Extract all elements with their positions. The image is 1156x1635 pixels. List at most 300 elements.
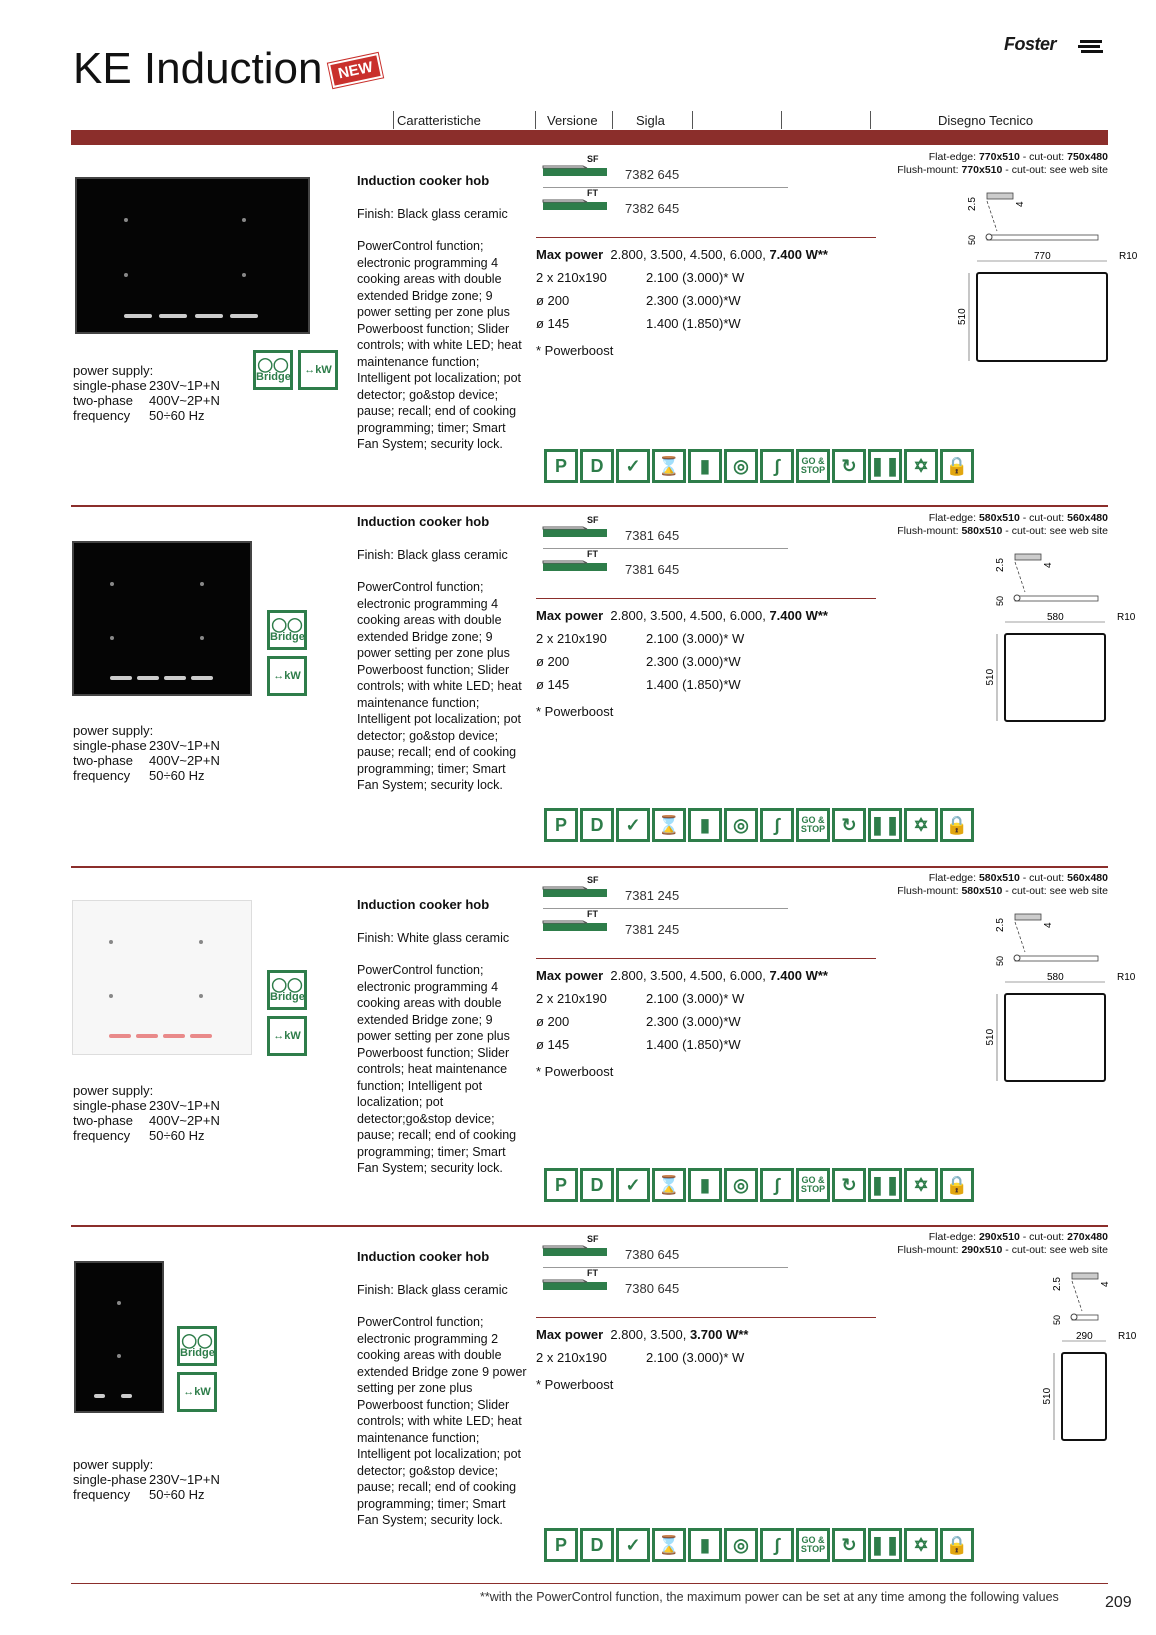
width-label: 580	[1047, 612, 1064, 623]
fan-icon: ✡	[904, 808, 938, 842]
zone-marker	[109, 994, 113, 998]
bridge-label: Bridge	[270, 991, 305, 1003]
zone-size: ø 145	[536, 1037, 570, 1052]
hob-photo	[74, 1261, 164, 1413]
max-power-row	[536, 1323, 876, 1346]
product-description	[357, 173, 527, 453]
zone-spec-row	[536, 1033, 876, 1056]
supply-value: 230V~1P+N	[149, 378, 220, 393]
boost-note: * Powerboost	[536, 343, 614, 358]
column-header	[0, 109, 1156, 131]
zone-size: 2 x 210x190	[536, 1350, 607, 1365]
zone-marker	[110, 636, 114, 640]
lock-icon: 🔒	[940, 1528, 974, 1562]
bridge-rings-icon: ◯◯	[257, 356, 289, 372]
supply-row	[73, 363, 220, 378]
version-tag: SF	[587, 154, 599, 164]
supply-row	[73, 1457, 220, 1472]
zone-spec-row	[536, 673, 876, 696]
zone-size: 2 x 210x190	[536, 991, 607, 1006]
flat-edge-size: 580x510	[978, 872, 1020, 884]
zone-marker	[199, 994, 203, 998]
technical-drawing	[975, 544, 1136, 744]
supply-row	[73, 1113, 220, 1128]
power-specs	[536, 964, 876, 1083]
version-code: 7381 245	[625, 888, 680, 903]
feature-icon-bar	[544, 1168, 984, 1202]
power-supply	[73, 723, 220, 783]
bridge-label: Bridge	[256, 371, 291, 383]
col-code: Sigla	[636, 113, 665, 128]
supply-row	[73, 1472, 220, 1487]
bridge-badge	[267, 970, 307, 1010]
depth-label: 50	[967, 234, 977, 245]
power-supply	[73, 363, 220, 423]
version-tag: SF	[587, 515, 599, 525]
zone-power: 2.300 (3.000)*W	[646, 654, 741, 669]
pause-icon: ❚❚	[868, 449, 902, 483]
pot-detect-icon: ◎	[724, 449, 758, 483]
supply-label: single-phase	[73, 738, 147, 753]
pot-detect-icon: ◎	[724, 1168, 758, 1202]
flush-mount-profile-icon	[543, 917, 607, 931]
page-number: 209	[1105, 1594, 1132, 1611]
thickness-b: 4	[1100, 1281, 1111, 1287]
supply-row	[73, 768, 220, 783]
slider-control	[195, 314, 223, 318]
zone-power: 1.400 (1.850)*W	[646, 316, 741, 331]
flat-edge-cutout: 270x480	[1067, 1231, 1108, 1243]
max-power-values: 2.800, 3.500, 4.500, 6.000,	[610, 608, 770, 623]
supply-row	[73, 723, 220, 738]
version-code: 7380 645	[625, 1281, 680, 1296]
max-power-values: 2.800, 3.500,	[610, 1327, 690, 1342]
version-tag: FT	[587, 909, 598, 919]
supply-label: power supply:	[73, 1083, 154, 1098]
flush-mount-size: 770x510	[961, 164, 1003, 176]
version-code: 7381 645	[625, 528, 680, 543]
flat-edge-profile-icon	[543, 1242, 607, 1256]
d-icon: D	[580, 808, 614, 842]
zone-spec-row	[536, 266, 876, 289]
flat-edge-profile-icon	[543, 523, 607, 537]
slider-control	[190, 1034, 212, 1038]
col-features: Caratteristiche	[397, 113, 481, 128]
brand-mark-icon	[1078, 39, 1104, 53]
flat-edge-size: 580x510	[978, 512, 1020, 524]
product-description	[357, 514, 527, 794]
supply-value: 230V~1P+N	[149, 1472, 220, 1487]
product-description	[357, 897, 527, 1177]
dimensions: Flat-edge: 770x510 - cut-out: 750x480 Flush-mount: 770x510 - cut-out: see web site	[897, 151, 1108, 176]
radius-label: R10	[1118, 1331, 1137, 1342]
supply-value: 230V~1P+N	[149, 738, 220, 753]
feature-icon-bar	[544, 808, 984, 842]
fan-icon: ✡	[904, 1528, 938, 1562]
slider-control	[164, 676, 186, 680]
zone-marker	[242, 218, 246, 222]
flat-edge-cutout: 560x480	[1067, 872, 1108, 884]
kw-label: kW	[315, 364, 332, 376]
hourglass-icon: ⌛	[652, 1168, 686, 1202]
technical-drawing	[975, 904, 1136, 1104]
check-clock-icon: ✓	[616, 1168, 650, 1202]
dimensions: Flat-edge: 580x510 - cut-out: 560x480 Flush-mount: 580x510 - cut-out: see web site	[897, 512, 1108, 537]
dimensions: Flat-edge: 580x510 - cut-out: 560x480 Flush-mount: 580x510 - cut-out: see web site	[897, 872, 1108, 897]
dimensions: Flat-edge: 290x510 - cut-out: 270x480 Flush-mount: 290x510 - cut-out: see web site	[897, 1231, 1108, 1256]
kw-label: kW	[284, 670, 301, 682]
slider-control	[110, 676, 132, 680]
zone-marker	[242, 273, 246, 277]
supply-value: 50÷60 Hz	[149, 1128, 205, 1143]
supply-label: power supply:	[73, 723, 154, 738]
slider-control	[230, 314, 258, 318]
page-title: KE Induction	[73, 44, 323, 93]
pause-icon: ❚❚	[868, 808, 902, 842]
supply-label: two-phase	[73, 1113, 133, 1128]
slider-control	[163, 1034, 185, 1038]
lock-icon: 🔒	[940, 1168, 974, 1202]
header-bar	[71, 130, 1108, 145]
zone-power: 2.100 (3.000)* W	[646, 270, 745, 285]
supply-value: 50÷60 Hz	[149, 1487, 205, 1502]
power-levels-icon: ▮	[688, 1528, 722, 1562]
supply-label: frequency	[73, 408, 131, 423]
slider-control	[136, 1034, 158, 1038]
bridge-rings-icon: ◯◯	[271, 976, 303, 992]
zone-marker	[117, 1354, 121, 1358]
d-icon: D	[580, 449, 614, 483]
thickness-a: 2.5	[995, 918, 1006, 932]
product-features: PowerControl function; electronic programming 4 cooking areas with double extended Bridge zone; 9 power setting per zone plus Powerboost function; Slider controls; with white LED; heat maintenance function; Intelligent pot localization; pot detector; go&stop device; pause; recall; end of cooking programming; timer; Smart Fan System; security lock.	[357, 239, 522, 451]
version-item	[543, 549, 788, 583]
p-icon: P	[544, 1168, 578, 1202]
max-power-label: Max power	[536, 608, 604, 623]
supply-label: two-phase	[73, 393, 133, 408]
section-divider	[71, 505, 1108, 507]
version-item	[543, 188, 788, 222]
bridge-badge	[253, 350, 293, 390]
kw-badge	[267, 656, 307, 696]
boost-note: * Powerboost	[536, 704, 614, 719]
slider-icon: ∫	[760, 449, 794, 483]
version-tag: SF	[587, 875, 599, 885]
version-code: 7382 645	[625, 201, 680, 216]
product-title: Induction cooker hob	[357, 897, 490, 912]
go-stop-icon: GO & STOP	[796, 1168, 830, 1202]
supply-label: single-phase	[73, 378, 147, 393]
zone-power: 2.300 (3.000)*W	[646, 293, 741, 308]
zone-size: 2 x 210x190	[536, 270, 607, 285]
slider-control	[191, 676, 213, 680]
supply-label: frequency	[73, 768, 131, 783]
product-title: Induction cooker hob	[357, 173, 490, 188]
slider-control	[121, 1394, 132, 1398]
flush-mount-size: 580x510	[961, 885, 1003, 897]
supply-value: 400V~2P+N	[149, 1113, 220, 1128]
max-power-top: 3.700 W**	[689, 1327, 749, 1342]
max-power-top: 7.400 W**	[769, 608, 828, 623]
flat-edge-profile-icon	[543, 883, 607, 897]
bridge-label: Bridge	[180, 1347, 215, 1359]
hob-photo	[75, 177, 310, 334]
radius-label: R10	[1117, 972, 1136, 983]
flush-mount-size: 580x510	[961, 525, 1003, 537]
version-item	[543, 1234, 788, 1268]
product-title: Induction cooker hob	[357, 1249, 490, 1264]
product-finish: Finish: Black glass ceramic	[357, 1282, 508, 1297]
width-label: 770	[1034, 251, 1051, 262]
zone-spec-row	[536, 289, 876, 312]
width-label: 580	[1047, 972, 1064, 983]
slider-control	[94, 1394, 105, 1398]
product-finish: Finish: Black glass ceramic	[357, 206, 508, 221]
supply-label: power supply:	[73, 363, 154, 378]
supply-value: 400V~2P+N	[149, 753, 220, 768]
version-tag: SF	[587, 1234, 599, 1244]
version-item	[543, 909, 788, 943]
slider-control	[159, 314, 187, 318]
fan-icon: ✡	[904, 1168, 938, 1202]
kw-badge	[177, 1372, 217, 1412]
supply-label: frequency	[73, 1128, 131, 1143]
max-power-row	[536, 964, 876, 987]
slider-control	[124, 314, 152, 318]
thickness-b: 4	[1043, 562, 1054, 568]
kw-label: kW	[284, 1030, 301, 1042]
hourglass-icon: ⌛	[652, 1528, 686, 1562]
power-specs	[536, 243, 876, 362]
supply-row	[73, 378, 220, 393]
kw-badge	[267, 1016, 307, 1056]
product-features: PowerControl function; electronic programming 4 cooking areas with double extended Bridge zone; 9 power setting per zone plus Powerboost function; Slider controls; with white LED; heat maintenance function; Intelligent pot localization; pot detector; go&stop device; pause; recall; end of cooking programming; timer; Smart Fan System; security lock.	[357, 580, 522, 792]
product-title: Induction cooker hob	[357, 514, 490, 529]
version-list	[543, 1234, 788, 1302]
bridge-badge	[267, 610, 307, 650]
go-stop-icon: GO & STOP	[796, 1528, 830, 1562]
product-finish: Finish: White glass ceramic	[357, 930, 510, 945]
flush-mount-profile-icon	[543, 196, 607, 210]
zone-spec-row	[536, 987, 876, 1010]
flat-edge-size: 290x510	[978, 1231, 1020, 1243]
zone-power: 1.400 (1.850)*W	[646, 1037, 741, 1052]
zone-size: ø 145	[536, 316, 570, 331]
zone-spec-row	[536, 1010, 876, 1033]
zone-size: ø 200	[536, 1014, 570, 1029]
bridge-label: Bridge	[270, 631, 305, 643]
supply-row	[73, 408, 220, 423]
version-code: 7381 645	[625, 562, 680, 577]
kw-label: kW	[194, 1386, 211, 1398]
kw-arrow-icon: ↔	[273, 1030, 285, 1042]
depth-label: 50	[1052, 1314, 1062, 1325]
max-power-label: Max power	[536, 247, 604, 262]
product-finish: Finish: Black glass ceramic	[357, 547, 508, 562]
feature-icon-bar	[544, 1528, 984, 1562]
pause-icon: ❚❚	[868, 1168, 902, 1202]
go-stop-icon: GO & STOP	[796, 449, 830, 483]
supply-label: frequency	[73, 1487, 131, 1502]
product-description	[357, 1249, 527, 1529]
zone-power: 2.100 (3.000)* W	[646, 991, 745, 1006]
col-version: Versione	[547, 113, 598, 128]
version-list	[543, 515, 788, 583]
hob-photo	[72, 541, 252, 696]
d-icon: D	[580, 1168, 614, 1202]
feature-icon-bar	[544, 449, 984, 483]
width-label: 290	[1076, 1331, 1093, 1342]
zone-spec-row	[536, 1346, 876, 1369]
zone-size: ø 200	[536, 654, 570, 669]
bridge-rings-icon: ◯◯	[271, 616, 303, 632]
thickness-a: 2.5	[1052, 1277, 1063, 1291]
flat-edge-profile-icon	[543, 162, 607, 176]
fan-icon: ✡	[904, 449, 938, 483]
technical-drawing	[947, 183, 1138, 383]
zone-marker	[200, 582, 204, 586]
zone-marker	[124, 218, 128, 222]
kw-badge	[298, 350, 338, 390]
version-item	[543, 154, 788, 188]
version-tag: FT	[587, 1268, 598, 1278]
flush-mount-profile-icon	[543, 557, 607, 571]
pot-detect-icon: ◎	[724, 808, 758, 842]
zone-power: 2.100 (3.000)* W	[646, 1350, 745, 1365]
lock-icon: 🔒	[940, 808, 974, 842]
max-power-top: 7.400 W**	[769, 968, 828, 983]
zone-marker	[109, 940, 113, 944]
check-clock-icon: ✓	[616, 449, 650, 483]
power-specs	[536, 604, 876, 723]
version-item	[543, 875, 788, 909]
max-power-values: 2.800, 3.500, 4.500, 6.000,	[610, 968, 770, 983]
max-power-top: 7.400 W**	[769, 247, 828, 262]
version-list	[543, 875, 788, 943]
max-power-label: Max power	[536, 968, 604, 983]
go-stop-icon: GO & STOP	[796, 808, 830, 842]
boost-note: * Powerboost	[536, 1064, 614, 1079]
thickness-b: 4	[1015, 201, 1026, 207]
version-list	[543, 154, 788, 222]
supply-value: 400V~2P+N	[149, 393, 220, 408]
radius-label: R10	[1119, 251, 1138, 262]
power-supply	[73, 1457, 220, 1502]
zone-marker	[124, 273, 128, 277]
col-drawing: Disegno Tecnico	[938, 113, 1034, 128]
supply-value: 230V~1P+N	[149, 1098, 220, 1113]
flat-edge-cutout: 750x480	[1067, 151, 1108, 163]
brand-logo: Foster	[1003, 34, 1056, 54]
supply-row	[73, 753, 220, 768]
p-icon: P	[544, 808, 578, 842]
hourglass-icon: ⌛	[652, 808, 686, 842]
max-power-row	[536, 243, 876, 266]
slider-control	[137, 676, 159, 680]
hob-photo	[72, 900, 252, 1055]
slider-icon: ∫	[760, 1168, 794, 1202]
flat-edge-cutout: 560x480	[1067, 512, 1108, 524]
version-item	[543, 515, 788, 549]
zone-size: ø 200	[536, 293, 570, 308]
height-label: 510	[957, 308, 968, 325]
check-clock-icon: ✓	[616, 1528, 650, 1562]
supply-row	[73, 738, 220, 753]
supply-value: 50÷60 Hz	[149, 768, 205, 783]
depth-label: 50	[995, 595, 1005, 606]
version-code: 7382 645	[625, 167, 680, 182]
max-power-row	[536, 604, 876, 627]
flush-mount-size: 290x510	[961, 1244, 1003, 1256]
kw-arrow-icon: ↔	[183, 1386, 195, 1398]
lock-icon: 🔒	[940, 449, 974, 483]
recall-icon: ↻	[832, 1168, 866, 1202]
power-levels-icon: ▮	[688, 1168, 722, 1202]
version-code: 7381 245	[625, 922, 680, 937]
height-label: 510	[1042, 1387, 1053, 1405]
flat-edge-size: 770x510	[978, 151, 1020, 163]
section-divider	[71, 866, 1108, 868]
power-specs	[536, 1323, 876, 1396]
version-item	[543, 1268, 788, 1302]
version-code: 7380 645	[625, 1247, 680, 1262]
depth-label: 50	[995, 955, 1005, 966]
pause-icon: ❚❚	[868, 1528, 902, 1562]
flush-mount-profile-icon	[543, 1276, 607, 1290]
pot-detect-icon: ◎	[724, 1528, 758, 1562]
height-label: 510	[985, 1028, 996, 1046]
recall-icon: ↻	[832, 1528, 866, 1562]
zone-size: 2 x 210x190	[536, 631, 607, 646]
power-levels-icon: ▮	[688, 449, 722, 483]
version-tag: FT	[587, 549, 598, 559]
max-power-label: Max power	[536, 1327, 604, 1342]
supply-value: 50÷60 Hz	[149, 408, 205, 423]
zone-marker	[200, 636, 204, 640]
zone-spec-row	[536, 627, 876, 650]
supply-row	[73, 393, 220, 408]
kw-arrow-icon: ↔	[304, 364, 316, 376]
zone-spec-row	[536, 650, 876, 673]
supply-label: two-phase	[73, 753, 133, 768]
supply-label: power supply:	[73, 1457, 154, 1472]
footer-rule	[71, 1583, 1108, 1584]
zone-size: ø 145	[536, 677, 570, 692]
zone-power: 2.300 (3.000)*W	[646, 1014, 741, 1029]
zone-power: 2.100 (3.000)* W	[646, 631, 745, 646]
power-levels-icon: ▮	[688, 808, 722, 842]
d-icon: D	[580, 1528, 614, 1562]
section-divider	[71, 1225, 1108, 1227]
zone-spec-row	[536, 312, 876, 335]
boost-note: * Powerboost	[536, 1377, 614, 1392]
power-supply	[73, 1083, 220, 1143]
thickness-a: 2.5	[967, 197, 978, 211]
p-icon: P	[544, 1528, 578, 1562]
bridge-rings-icon: ◯◯	[181, 1332, 213, 1348]
version-tag: FT	[587, 188, 598, 198]
supply-label: single-phase	[73, 1472, 147, 1487]
check-clock-icon: ✓	[616, 808, 650, 842]
height-label: 510	[985, 668, 996, 686]
slider-control	[109, 1034, 131, 1038]
zone-marker	[117, 1301, 121, 1305]
technical-drawing	[1032, 1263, 1137, 1463]
supply-row	[73, 1487, 220, 1502]
zone-marker	[199, 940, 203, 944]
slider-icon: ∫	[760, 808, 794, 842]
thickness-b: 4	[1043, 922, 1054, 928]
recall-icon: ↻	[832, 808, 866, 842]
